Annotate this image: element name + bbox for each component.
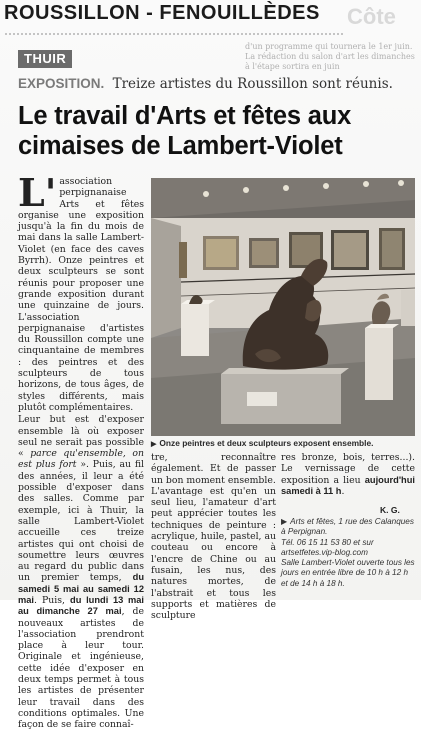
- bleed-through-text: d'un programme qui tournera le 1er juin. La rédaction du salon d'art les dimanches à l'étape sortira en juin: [245, 42, 415, 71]
- author-signature: K. G.: [380, 505, 400, 515]
- kicker-keyword: EXPOSITION.: [18, 76, 105, 91]
- photo-caption: ▶ Onze peintres et deux sculpteurs exposent ensemble.: [151, 438, 374, 448]
- headline: Le travail d'Arts et fêtes aux cimaises de Lambert-Violet: [18, 102, 352, 160]
- caption-triangle-icon: ▶: [151, 441, 157, 448]
- body-paragraph-1: L'association perpignanaise Arts et fêtes organise une exposition jusqu'à la fin du mois de mai dans la salle Lambert-Violet (en face des caves Byrrh). Onze peintres et deux sculpteurs se sont réunis pour proposer une grande exposition durant une quinzaine de jours. L'association perpignanaise d'artistes du Roussillon compte une cinquantaine de membres : des peintres et des sculpteurs de tous horizons, de tous âges, de styles différents, mais plutôt complémentaires.: [18, 170, 144, 413]
- info-address: ▶ Arts et fêtes, 1 rue des Calanques à Perpignan.: [281, 517, 414, 537]
- body-column-left: [18, 170, 144, 731]
- kicker: [18, 76, 418, 96]
- practical-info: [281, 517, 415, 597]
- vernissage-time: aujourd'hui samedi à 11 h: [281, 474, 415, 496]
- body-paragraph-2: Leur but est d'exposer ensemble là où exposer seul ne serait pas possible « parce qu'ensemble, on est plus fort ». Puis, au fil des années, il leur a été possible d'exposer dans des salles. Comme par exemple, ici à Thuir, la salle Lambert-Violet accueille ces treize artistes qui ont choisi de soumettre leurs œuvres au regard du public dans un premier temps, du samedi 5 mai au samedi 12 mai. Puis, du lundi 13 mai au dimanche 27 mai, de nouveaux artistes de l'association prendront place à leur tour. Originale et ingénieuse, cette idée d'exposer en deux temps permet à tous les artistes de présenter leur travail dans des conditions optimales. Une façon de se faire connaî-: [18, 414, 144, 731]
- adjacent-page-bleed: Côte: [347, 4, 396, 29]
- body-paragraph-3: tre, reconnaître également. Et de passer un bon moment ensemble. L'avantage est qu'en un seul lieu, l'amateur d'art peut apprécier toutes les techniques de peinture : acrylique, huile, pastel, au couteau ou encore à l'encre de Chine ou au fusain, les nus, des natures mortes, de l'abstrait et tous les supports et matières de sculpture: [151, 452, 276, 622]
- body-column-middle: [151, 452, 276, 622]
- quote: parce qu'ensemble, on est plus fort: [18, 448, 144, 471]
- dotted-rule: [4, 32, 344, 36]
- dates-first: du samedi 5 mai au samedi 12 mai: [18, 572, 144, 605]
- info-contact: Tél. 06 15 11 53 80 et sur artsetfetes.vip-blog.com: [281, 537, 374, 557]
- dates-second: du lundi 13 mai au dimanche 27 mai: [18, 594, 144, 617]
- location-tag: THUIR: [18, 50, 72, 68]
- section-title: ROUSSILLON - FENOUILLÈDES: [4, 2, 320, 24]
- bullet-icon: ▶: [281, 517, 288, 526]
- kicker-text: Treize artistes du Roussillon sont réunis.: [112, 76, 393, 92]
- body-paragraph-4: res bronze, bois, terres...). Le vernissage de cette exposition a lieu aujourd'hui samedi à 11 h.: [281, 452, 415, 497]
- section-header: [0, 0, 421, 38]
- exhibition-photo: [151, 178, 415, 436]
- body-column-right: [281, 452, 415, 502]
- info-hours: Salle Lambert-Violet ouverte tous les jours en entrée libre de 10 h à 12 h et de 14 h à 18 h.: [281, 558, 415, 588]
